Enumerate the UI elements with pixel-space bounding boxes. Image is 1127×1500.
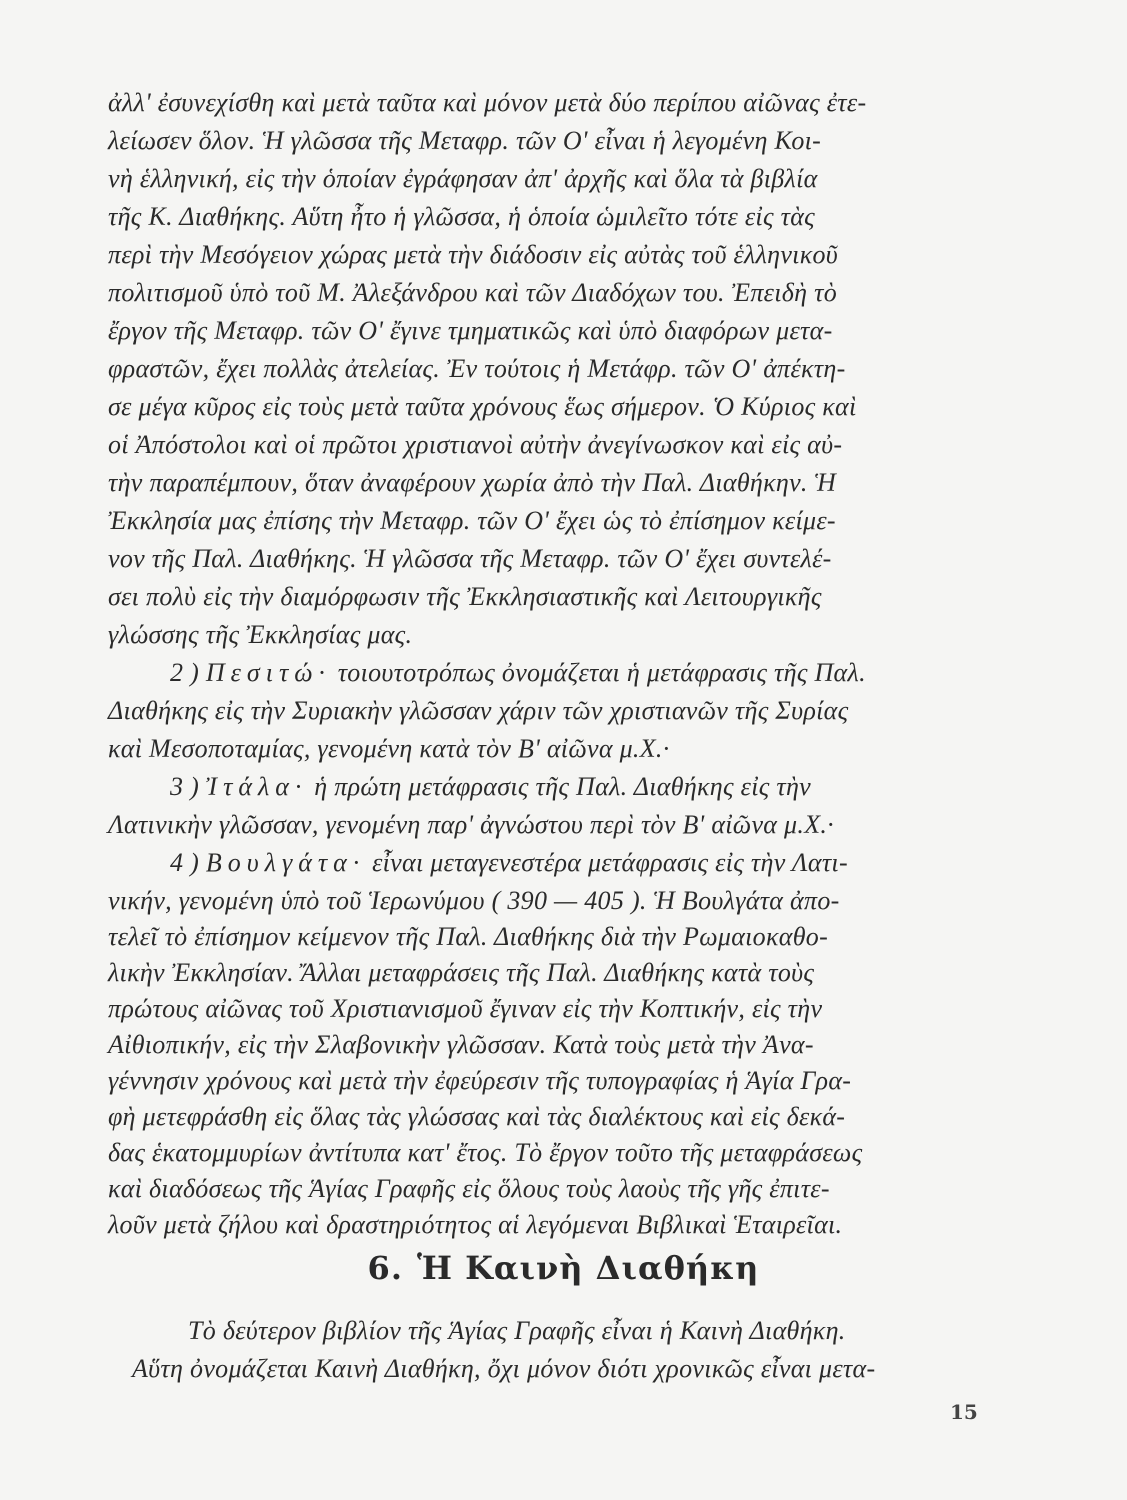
- text-line: δας ἑκατομμυρίων ἀντίτυπα κατ' ἔτος. Τὸ ἔργον τοῦτο τῆς μεταφράσεως: [108, 1138, 863, 1167]
- text-line: φὴ μετεφράσθη εἰς ὅλας τὰς γλώσσας καὶ τὰς διαλέκτους καὶ εἰς δεκά-: [108, 1102, 846, 1131]
- text-line: φραστῶν, ἔχει πολλὰς ἀτελείας. Ἐν τούτοις ἡ Μετάφρ. τῶν Ο' ἀπέκτη-: [108, 354, 846, 383]
- section-number: 6.: [367, 1249, 403, 1287]
- text-line: τὴν παραπέμπουν, ὅταν ἀναφέρουν χωρία ἀπὸ τὴν Παλ. Διαθήκην. Ἡ: [108, 468, 837, 497]
- list-item-4: [170, 846, 1050, 880]
- text-line: τῆς Κ. Διαθήκης. Αὕτη ἦτο ἡ γλῶσσα, ἡ ὁποία ὡμιλεῖτο τότε εἰς τὰς: [108, 202, 816, 231]
- section-title: Ἡ Καινὴ Διαθήκη: [416, 1249, 760, 1287]
- item-term: Πεσιτώ·: [205, 658, 331, 687]
- item-term: Ἰτάλα·: [205, 772, 308, 801]
- text-line: Αὕτη ὀνομάζεται Καινὴ Διαθήκη, ὄχι μόνον διότι χρονικῶς εἶναι μετα-: [132, 1354, 876, 1383]
- text-line: ἔργον τῆς Μεταφρ. τῶν Ο' ἔγινε τμηματικῶς καὶ ὑπὸ διαφόρων μετα-: [108, 316, 833, 345]
- item-number: 3 ): [170, 772, 200, 801]
- text-line: ἀλλ' ἐσυνεχίσθη καὶ μετὰ ταῦτα καὶ μόνον μετὰ δύο περίπου αἰῶνας ἐτε-: [108, 88, 867, 117]
- text-line: νον τῆς Παλ. Διαθήκης. Ἡ γλῶσσα τῆς Μεταφρ. τῶν Ο' ἔχει συντελέ-: [108, 544, 832, 573]
- item-text: τοιουτοτρόπως ὀνομάζεται ἡ μετάφρασις τῆς Παλ.: [337, 658, 866, 687]
- text-line: καὶ διαδόσεως τῆς Ἁγίας Γραφῆς εἰς ὅλους τοὺς λαοὺς τῆς γῆς ἐπιτε-: [108, 1174, 830, 1203]
- text-line: γέννησιν χρόνους καὶ μετὰ τὴν ἐφεύρεσιν τῆς τυπογραφίας ἡ Ἁγία Γρα-: [108, 1066, 852, 1095]
- list-item-2: [170, 656, 1050, 690]
- text-line: σει πολὺ εἰς τὴν διαμόρφωσιν τῆς Ἐκκλησιαστικῆς καὶ Λειτουργικῆς: [108, 582, 822, 611]
- text-line: σε μέγα κῦρος εἰς τοὺς μετὰ ταῦτα χρόνους ἕως σήμερον. Ὁ Κύριος καὶ: [108, 392, 857, 421]
- text-line: Ἐκκλησία μας ἐπίσης τὴν Μεταφρ. τῶν Ο' ἔχει ὡς τὸ ἐπίσημον κείμε-: [108, 506, 836, 535]
- text-line: λοῦν μετὰ ζήλου καὶ δραστηριότητος αἱ λεγόμεναι Βιβλικαὶ Ἑταιρεῖαι.: [108, 1210, 843, 1239]
- text-line: καὶ Μεσοποταμίας, γενομένη κατὰ τὸν Β' αἰῶνα μ.Χ.·: [108, 734, 670, 763]
- text-line: Λατινικὴν γλῶσσαν, γενομένη παρ' ἀγνώστου περὶ τὸν Β' αἰῶνα μ.Χ.·: [108, 810, 834, 839]
- list-item-3: [170, 770, 1050, 804]
- item-number: 4 ): [170, 848, 200, 877]
- page-number: 15: [950, 1400, 978, 1424]
- section-heading: [0, 1246, 1127, 1290]
- text-line: λείωσεν ὅλον. Ἡ γλῶσσα τῆς Μεταφρ. τῶν Ο' εἶναι ἡ λεγομένη Κοι-: [108, 126, 822, 155]
- text-line: τελεῖ τὸ ἐπίσημον κείμενον τῆς Παλ. Διαθήκης διὰ τὴν Ρωμαιοκαθο-: [108, 922, 829, 951]
- text-line: πολιτισμοῦ ὑπὸ τοῦ Μ. Ἀλεξάνδρου καὶ τῶν Διαδόχων του. Ἐπειδὴ τὸ: [108, 278, 838, 307]
- item-text: εἶναι μεταγενεστέρα μετάφρασις εἰς τὴν Λατι-: [372, 848, 848, 877]
- text-line: Τὸ δεύτερον βιβλίον τῆς Ἁγίας Γραφῆς εἶναι ἡ Καινὴ Διαθήκη.: [188, 1316, 846, 1345]
- text-line: οἱ Ἀπόστολοι καὶ οἱ πρῶτοι χριστιανοὶ αὐτὴν ἀνεγίνωσκον καὶ εἰς αὐ-: [108, 430, 843, 459]
- text-line: γλώσσης τῆς Ἐκκλησίας μας.: [108, 620, 413, 649]
- item-text: ἡ πρώτη μετάφρασις τῆς Παλ. Διαθήκης εἰς τὴν: [314, 772, 812, 801]
- text-line: περὶ τὴν Μεσόγειον χώρας μετὰ τὴν διάδοσιν εἰς αὐτὰς τοῦ ἑλληνικοῦ: [108, 240, 839, 269]
- text-line: λικὴν Ἐκκλησίαν. Ἄλλαι μεταφράσεις τῆς Παλ. Διαθήκης κατὰ τοὺς: [108, 958, 815, 987]
- text-line: νικήν, γενομένη ὑπὸ τοῦ Ἱερωνύμου ( 390 — 405 ). Ἡ Βουλγάτα ἀπο-: [108, 886, 840, 915]
- text-line: Αἰθιοπικήν, εἰς τὴν Σλαβονικὴν γλῶσσαν. Κατὰ τοὺς μετὰ τὴν Ἀνα-: [108, 1030, 814, 1059]
- text-line: Διαθήκης εἰς τὴν Συριακὴν γλῶσσαν χάριν τῶν χριστιανῶν τῆς Συρίας: [108, 696, 849, 725]
- item-number: 2 ): [170, 658, 200, 687]
- text-line: νὴ ἑλληνική, εἰς τὴν ὁποίαν ἐγράφησαν ἀπ' ἀρχῆς καὶ ὅλα τὰ βιβλία: [108, 164, 818, 193]
- text-line: πρώτους αἰῶνας τοῦ Χριστιανισμοῦ ἔγιναν εἰς τὴν Κοπτικήν, εἰς τὴν: [108, 994, 823, 1023]
- item-term: Βουλγάτα·: [205, 848, 366, 877]
